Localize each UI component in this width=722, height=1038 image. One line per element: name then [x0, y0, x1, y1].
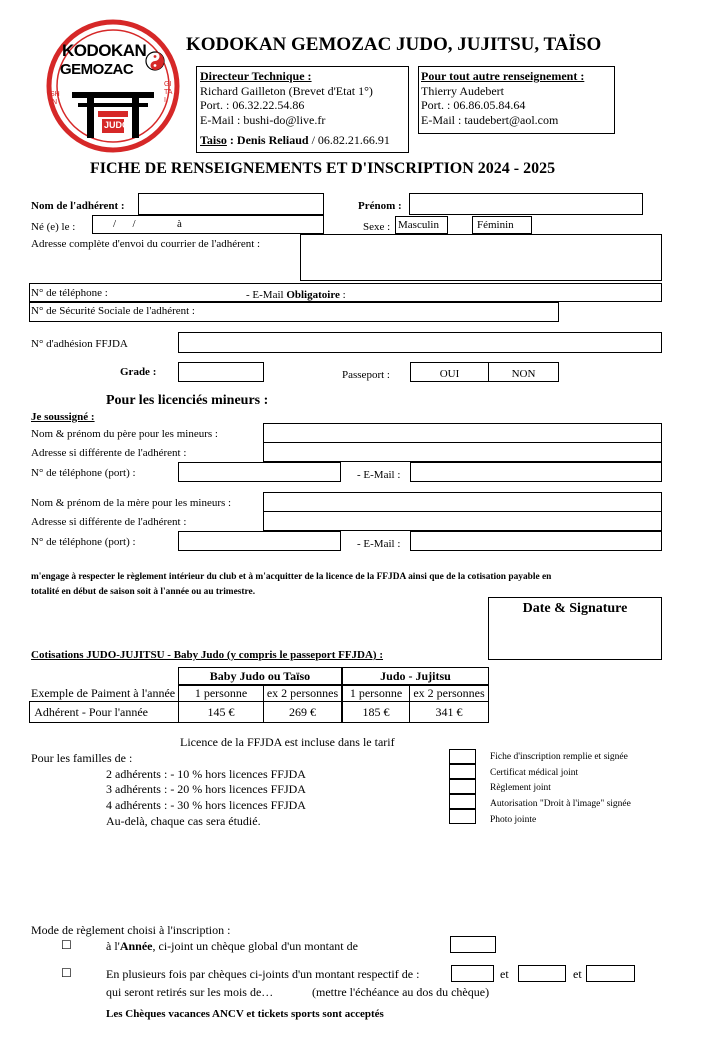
family-more: Au-delà, chaque cas sera étudié. [106, 814, 261, 828]
multi-amount-field-2[interactable] [518, 965, 566, 982]
other-name: Thierry Audebert [421, 83, 504, 98]
other-email: E-Mail : taudebert@aol.com [421, 112, 559, 127]
mother-name-field[interactable] [263, 492, 662, 512]
fees-col-judo-2: ex 2 personnes [409, 685, 489, 702]
taiso-label: Taiso [200, 133, 227, 147]
passport-yes-label: OUI [439, 368, 460, 380]
father-phone-label: N° de téléphone (port) : [31, 467, 136, 479]
checklist-label-1: Fiche d'inscription remplie et signée [490, 752, 628, 762]
sex-female-label: Féminin [477, 219, 514, 231]
father-address-field[interactable] [263, 442, 662, 462]
fees-col-baby-1: 1 personne [178, 685, 264, 702]
father-email-label: - E-Mail : [357, 469, 401, 481]
families-label: Pour les familles de : [31, 751, 133, 765]
other-phone: Port. : 06.86.05.84.64 [421, 98, 526, 112]
form-title: FICHE DE RENSEIGNEMENTS ET D'INSCRIPTION 2024 - 2025 [90, 160, 556, 177]
fees-col-judo-1: 1 personne [342, 685, 410, 702]
accepted-payments: Les Chèques vacances ANCV et tickets sports sont acceptés [106, 1008, 384, 1020]
due-date-note: (mettre l'échéance au dos du chèque) [312, 985, 490, 999]
mother-email-field[interactable] [410, 531, 662, 551]
fees-group2-label: Judo - Jujitsu [380, 669, 451, 683]
fees-heading: Cotisations JUDO-JUJITSU - Baby Judo (y compris le passeport FFJDA) : [31, 649, 384, 661]
ffjda-label: N° d'adhésion FFJDA [31, 338, 128, 350]
annual-amount-field[interactable] [450, 936, 496, 953]
months-label: qui seront retirés sur les mois de… [106, 985, 274, 999]
multi-checkbox[interactable]: ☐ [61, 966, 72, 980]
mother-phone-label: N° de téléphone (port) : [31, 536, 136, 548]
father-address-label: Adresse si différente de l'adhérent : [31, 447, 187, 459]
mother-address-label: Adresse si différente de l'adhérent : [31, 516, 187, 528]
other-info [421, 69, 584, 127]
checklist-label-5: Photo jointe [490, 815, 537, 825]
director-info [200, 69, 390, 148]
taiso-phone: / 06.82.21.66.91 [308, 133, 390, 147]
birth-slashes: / / [113, 218, 136, 230]
logo-line2: GEMOZAC [60, 61, 134, 78]
birth-at: à [177, 218, 182, 230]
mother-address-field[interactable] [263, 511, 662, 531]
fees-baby-2-value: 269 € [263, 701, 342, 723]
fees-row-label: Adhérent - Pour l'année [29, 701, 179, 723]
checklist-box-2[interactable] [449, 764, 476, 779]
logo-bottom-text: JUDO [104, 120, 130, 130]
director-name: Richard Gailleton (Brevet d'Etat 1°) [200, 83, 373, 98]
multi-option-label: En plusieurs fois par chèques ci-joints d'un montant respectif de : [106, 967, 420, 981]
commitment-text: m'engage à respecter le règlement intérieur du club et à m'acquitter de la licence de la FFJDA ainsi que de la cotisation payable en totalité en début de saison soit à l'année ou au trimestre. [31, 572, 552, 597]
grade-field[interactable] [178, 362, 264, 382]
and-label-1: et [500, 967, 509, 981]
annual-option-label: à l'Année, ci-joint un chèque global d'un montant de [106, 939, 358, 953]
ssn-label: N° de Sécurité Sociale de l'adhérent : [31, 305, 195, 317]
father-name-label: Nom & prénom du père pour les mineurs : [31, 428, 218, 440]
checklist-box-3[interactable] [449, 779, 476, 794]
born-label: Né (e) le : [31, 221, 76, 233]
name-field[interactable] [138, 193, 324, 215]
firstname-field[interactable] [409, 193, 643, 215]
name-label: Nom de l'adhérent : [31, 200, 125, 212]
grade-label: Grade : [120, 366, 157, 378]
mother-email-label: - E-Mail : [357, 538, 401, 550]
payment-label: Mode de règlement choisi à l'inscription : [31, 923, 231, 937]
family-3: 3 adhérents : - 20 % hors licences FFJDA [106, 782, 306, 796]
fees-baby-1-value: 145 € [178, 701, 264, 723]
sex-male-label: Masculin [398, 219, 439, 231]
fees-col-baby-2: ex 2 personnes [263, 685, 342, 702]
address-field[interactable] [300, 234, 662, 281]
license-note: Licence de la FFJDA est incluse dans le tarif [180, 735, 395, 749]
director-email: E-Mail : bushi-do@live.fr [200, 112, 326, 127]
checklist-box-4[interactable] [449, 794, 476, 809]
undersigned-label: Je soussigné : [31, 411, 95, 423]
other-heading: Pour tout autre renseignement : [421, 69, 585, 83]
checklist-label-2: Certificat médical joint [490, 768, 579, 778]
minors-heading: Pour les licenciés mineurs : [106, 393, 269, 408]
mother-name-label: Nom & prénom de la mère pour les mineurs : [31, 497, 232, 509]
phone-label: N° de téléphone : [31, 287, 108, 299]
family-2: 2 adhérents : - 10 % hors licences FFJDA [106, 767, 306, 781]
ffjda-field[interactable] [178, 332, 662, 353]
annual-checkbox[interactable]: ☐ [61, 938, 72, 952]
checklist-box-1[interactable] [449, 749, 476, 764]
checklist-label-3: Règlement joint [490, 783, 551, 793]
passport-label: Passeport : [342, 369, 390, 381]
passport-no-label: NON [511, 368, 536, 380]
mother-phone-field[interactable] [178, 531, 341, 551]
date-signature-label: Date & Signature [522, 601, 628, 616]
fees-group1-label: Baby Judo ou Taïso [209, 669, 311, 683]
sex-label: Sexe : [363, 221, 391, 233]
director-phone: Port. : 06.32.22.54.86 [200, 98, 305, 112]
father-name-field[interactable] [263, 423, 662, 443]
and-label-2: et [573, 967, 582, 981]
taiso-name: : Denis Reliaud [226, 133, 309, 147]
fees-judo-1-value: 185 € [342, 701, 410, 723]
email-label: - E-Mail Obligatoire : [246, 289, 346, 301]
family-4: 4 adhérents : - 30 % hors licences FFJDA [106, 798, 306, 812]
multi-amount-field-3[interactable] [586, 965, 635, 982]
club-logo [42, 19, 184, 153]
club-title: KODOKAN GEMOZAC JUDO, JUJITSU, TAÏSO [186, 34, 602, 55]
logo-right-text: GI TAI [164, 81, 173, 104]
father-phone-field[interactable] [178, 462, 341, 482]
father-email-field[interactable] [410, 462, 662, 482]
logo-left-text: SHIN [50, 91, 60, 106]
director-heading: Directeur Technique : [200, 69, 312, 83]
firstname-label: Prénom : [358, 200, 402, 212]
fees-judo-2-value: 341 € [409, 701, 489, 723]
logo-line1: KODOKAN [62, 41, 147, 60]
fees-example-label: Exemple de Paiment à l'année [31, 686, 176, 700]
checklist-label-4: Autorisation "Droit à l'image" signée [490, 799, 631, 809]
multi-amount-field-1[interactable] [451, 965, 494, 982]
address-label: Adresse complète d'envoi du courrier de l'adhérent : [31, 238, 261, 250]
checklist-box-5[interactable] [449, 809, 476, 824]
